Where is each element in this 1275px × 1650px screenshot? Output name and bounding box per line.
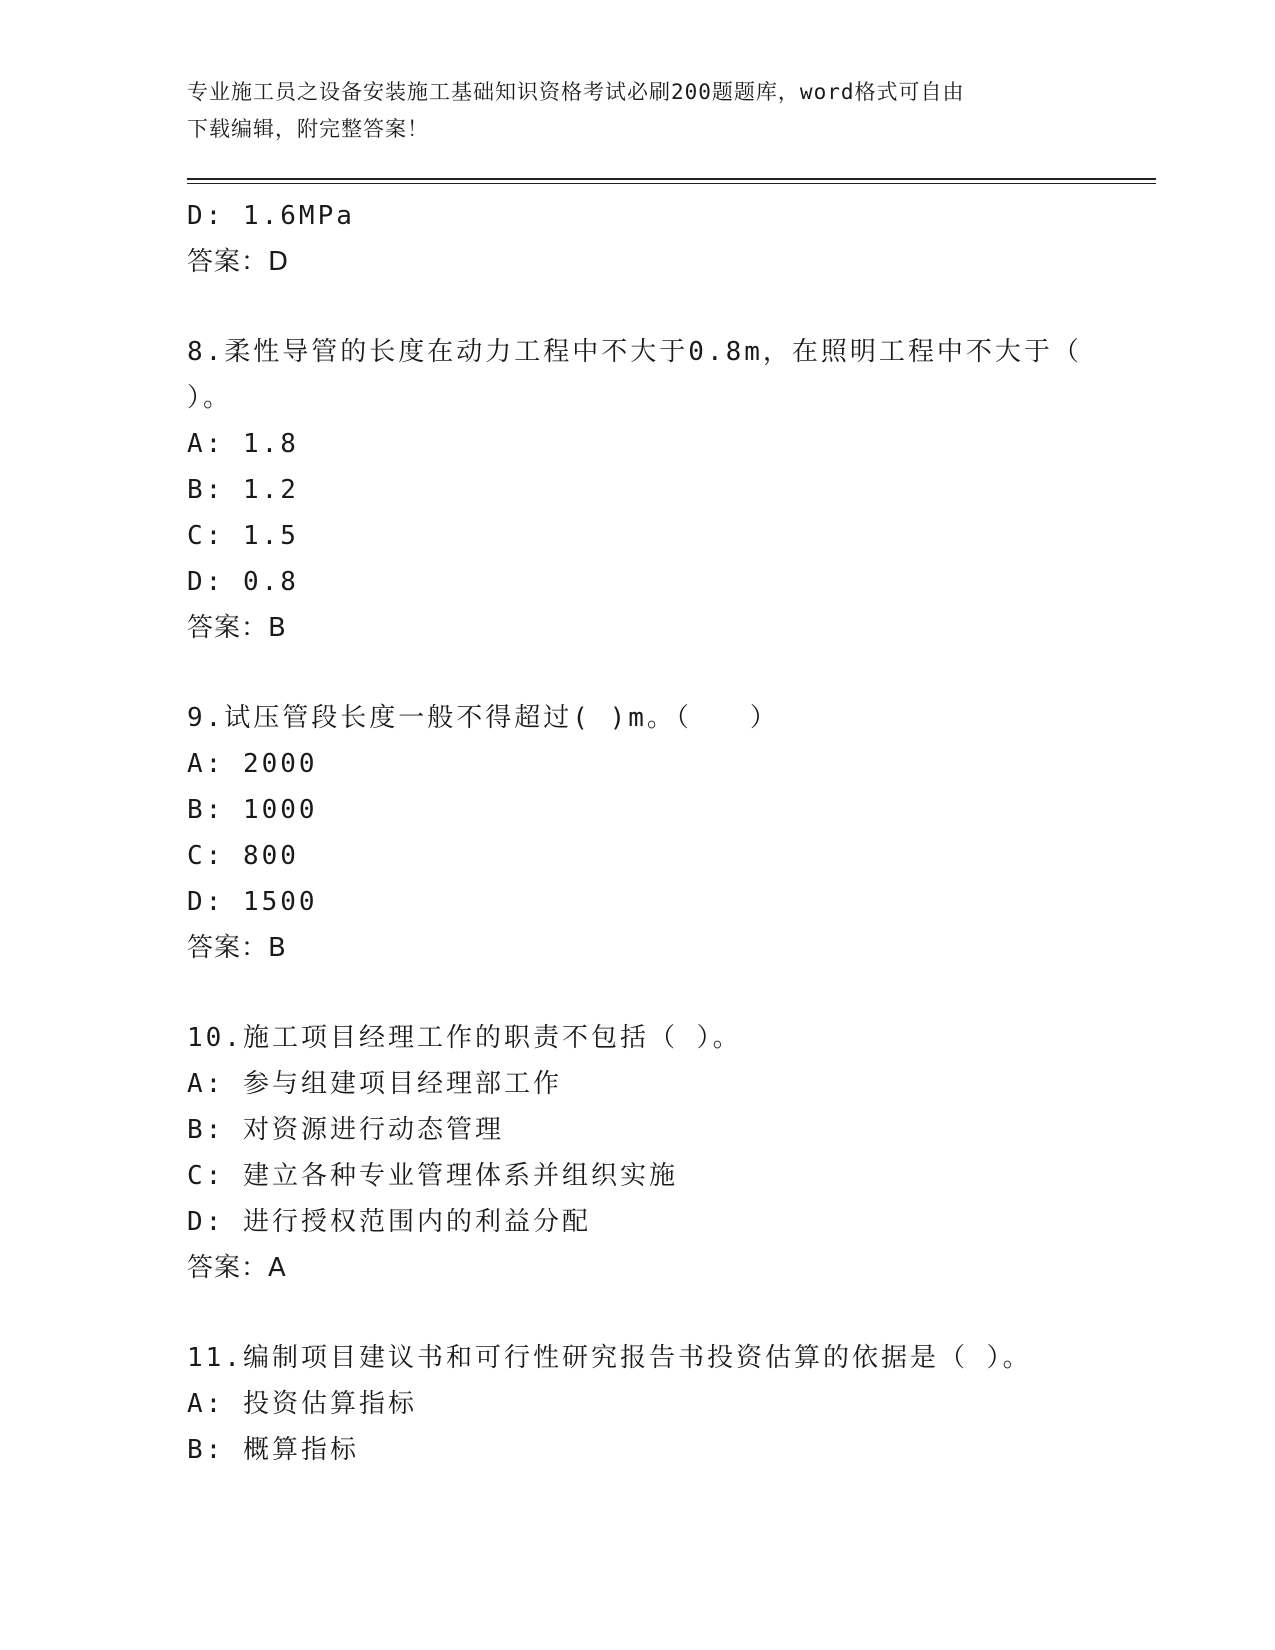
option-d: D: 1500 <box>187 887 318 917</box>
answer-line: 答案：B <box>187 613 287 643</box>
option-a: A: 1.8 <box>187 429 299 459</box>
option-b: B: 对资源进行动态管理 <box>187 1115 504 1145</box>
option-c: C: 1.5 <box>187 521 299 551</box>
answer-line: 答案：D <box>187 247 290 277</box>
option-b: B: 概算指标 <box>187 1435 359 1465</box>
option-a: A: 2000 <box>187 749 318 779</box>
option-d: D: 0.8 <box>187 567 299 597</box>
previous-question-tail <box>187 193 1156 285</box>
answer-line: 答案：A <box>187 1253 287 1283</box>
question-stem: 11.编制项目建议书和可行性研究报告书投资估算的依据是（ ）。 <box>187 1343 1032 1373</box>
question-9 <box>187 695 1156 971</box>
question-8 <box>187 329 1156 651</box>
option-d: D: 1.6MPa <box>187 201 355 231</box>
question-11 <box>187 1335 1156 1473</box>
question-list <box>187 193 1156 1473</box>
header-divider <box>187 178 1156 184</box>
option-b: B: 1000 <box>187 795 318 825</box>
question-stem: 9.试压管段长度一般不得超过( )m。（ ） <box>187 703 779 733</box>
header-line-1: 专业施工员之设备安装施工基础知识资格考试必刷200题题库，word格式可自由 <box>187 80 965 104</box>
question-stem-continued: ）。 <box>187 383 233 413</box>
question-10 <box>187 1015 1156 1291</box>
option-c: C: 建立各种专业管理体系并组织实施 <box>187 1161 678 1191</box>
question-stem: 10.施工项目经理工作的职责不包括（ ）。 <box>187 1023 742 1053</box>
option-c: C: 800 <box>187 841 299 871</box>
option-b: B: 1.2 <box>187 475 299 505</box>
answer-line: 答案：B <box>187 933 287 963</box>
option-d: D: 进行授权范围内的利益分配 <box>187 1207 591 1237</box>
question-stem: 8.柔性导管的长度在动力工程中不大于0.8m，在照明工程中不大于（ <box>187 337 1082 367</box>
header-line-2: 下载编辑，附完整答案！ <box>187 117 429 141</box>
option-a: A: 投资估算指标 <box>187 1389 417 1419</box>
document-header <box>187 74 1077 148</box>
option-a: A: 参与组建项目经理部工作 <box>187 1069 562 1099</box>
